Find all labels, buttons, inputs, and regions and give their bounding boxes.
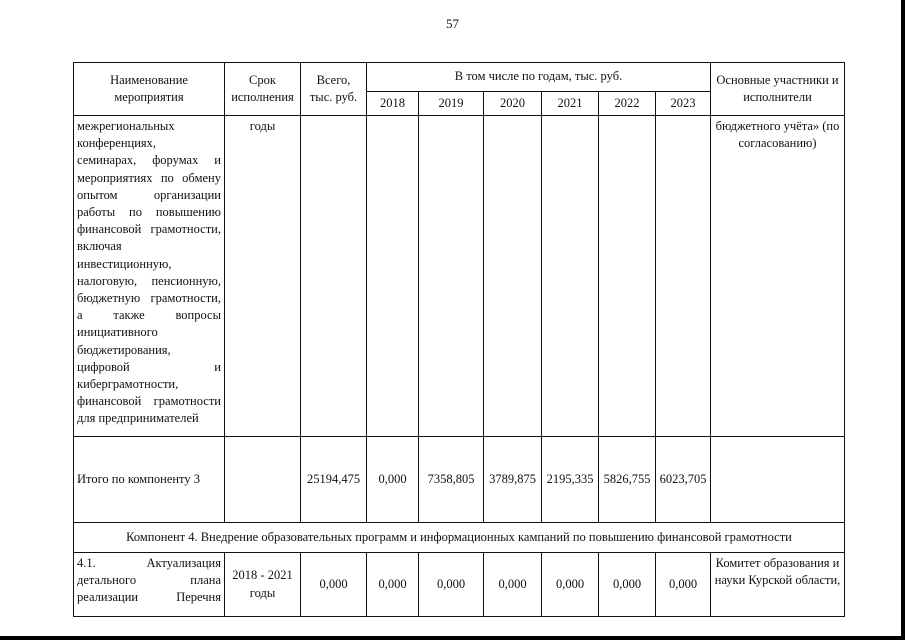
name-line: межрегиональных [77, 119, 175, 133]
empty-cell [301, 116, 367, 437]
empty-cell [484, 116, 542, 437]
continued-activity-participants: бюджетного учёта» (по согласованию) [711, 116, 845, 437]
name-line: киберграмотности, [77, 377, 179, 392]
name-line: мероприятиях по обмену [77, 170, 221, 185]
name-line: цифровой и [77, 359, 221, 374]
activity-4-1-year-value: 0,000 [484, 553, 542, 617]
activity-4-1-term: 2018 - 2021 годы [225, 553, 301, 617]
header-year: 2019 [419, 92, 484, 116]
scan-edge-right [901, 0, 905, 640]
total-year-value: 7358,805 [419, 437, 484, 523]
name-line: конференциях, [77, 136, 157, 151]
total-year-value: 5826,755 [599, 437, 656, 523]
name-line: а также вопросы [77, 308, 221, 323]
name-line: инвестиционную, [77, 256, 172, 271]
total-year-value: 6023,705 [656, 437, 711, 523]
name-line: налоговую, пенсионную, [77, 273, 221, 288]
empty-cell [225, 437, 301, 523]
name-line: бюджетирования, [77, 342, 171, 357]
activity-4-1-name: 4.1. Актуализация детального плана реализации Перечня [74, 553, 225, 617]
activity-4-1-year-value: 0,000 [419, 553, 484, 617]
header-name: Наименование мероприятия [74, 63, 225, 116]
empty-cell [711, 437, 845, 523]
header-year: 2020 [484, 92, 542, 116]
header-row-top [74, 63, 845, 92]
component-4-heading-row [74, 523, 845, 553]
header-total: Всего, тыс. руб. [301, 63, 367, 116]
component-heading: Компонент 4. Внедрение образовательных программ и информационных кампаний по повышению финансовой грамотности [74, 523, 845, 553]
page-number: 57 [446, 16, 459, 31]
activity-4-1-year-value: 0,000 [599, 553, 656, 617]
continued-activity-name [74, 116, 225, 437]
program-activities-table [73, 62, 845, 617]
header-year: 2022 [599, 92, 656, 116]
header-year: 2018 [367, 92, 419, 116]
total-year-value: 3789,875 [484, 437, 542, 523]
name-line: семинарах, форумах и [77, 153, 221, 168]
activity-4-1-participants: Комитет образования и науки Курской области, [711, 553, 845, 617]
total-label: Итого по компоненту 3 [74, 437, 225, 523]
name-line: инициативного [77, 325, 158, 340]
total-year-value: 2195,335 [542, 437, 599, 523]
header-participants: Основные участники и исполнители [711, 63, 845, 116]
empty-cell [599, 116, 656, 437]
name-line: финансовой грамотности, [77, 222, 221, 237]
activity-4-1-year-value: 0,000 [656, 553, 711, 617]
activity-4-1-year-value: 0,000 [542, 553, 599, 617]
name-line: включая [77, 239, 122, 254]
scan-edge-bottom [0, 636, 905, 640]
name-line: финансовой грамотности [77, 394, 221, 409]
header-year: 2023 [656, 92, 711, 116]
component-3-total-row [74, 437, 845, 523]
empty-cell [542, 116, 599, 437]
name-line: бюджетную грамотности, [77, 291, 221, 306]
empty-cell [419, 116, 484, 437]
empty-cell [367, 116, 419, 437]
activity-4-1-total: 0,000 [301, 553, 367, 617]
empty-cell [656, 116, 711, 437]
name-line: работы по повышению [77, 205, 221, 220]
header-year: 2021 [542, 92, 599, 116]
activity-4-1-row [74, 553, 845, 617]
continued-activity-term: годы [225, 116, 301, 437]
header-term: Срок исполнения [225, 63, 301, 116]
continued-activity-row [74, 116, 845, 437]
total-year-value: 0,000 [367, 437, 419, 523]
header-by-years: В том числе по годам, тыс. руб. [367, 63, 711, 92]
name-line: для предпринимателей [77, 411, 199, 426]
total-sum: 25194,475 [301, 437, 367, 523]
activity-4-1-year-value: 0,000 [367, 553, 419, 617]
name-line: опытом организации [77, 187, 221, 202]
